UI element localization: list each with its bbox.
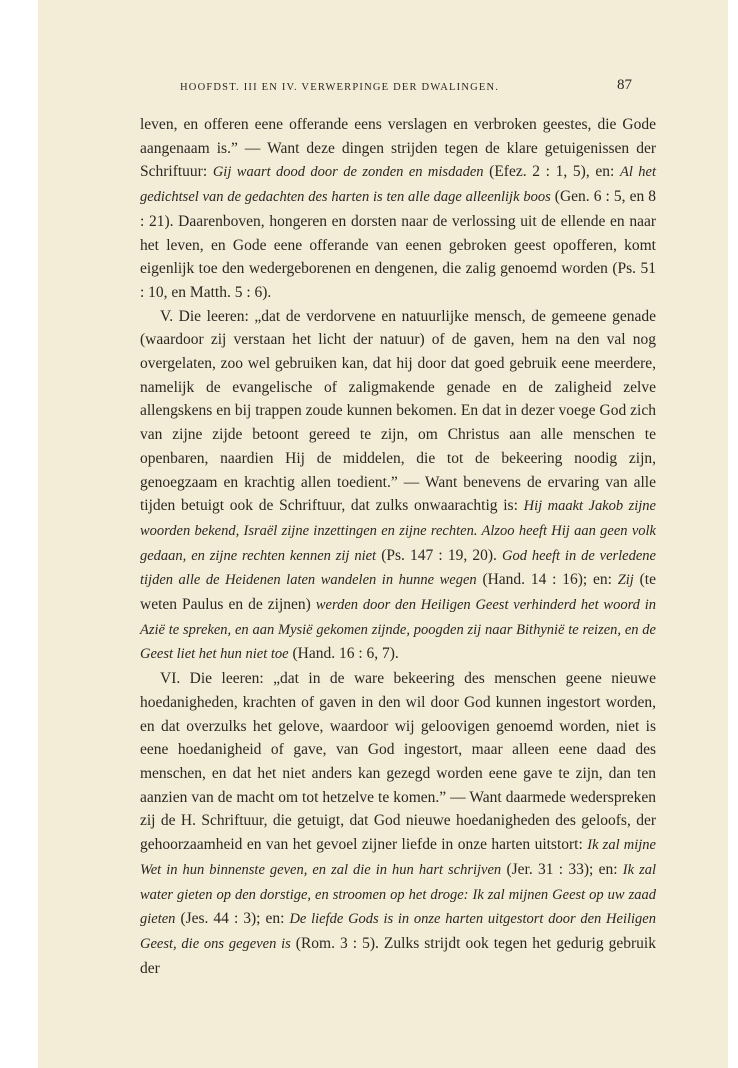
- text-run: (Jer. 31 : 33); en:: [501, 860, 623, 878]
- text-run: VI. Die leeren: „dat in de ware bekeering des menschen geene nieuwe hoedanigheden, krachten of gaven in den wil door God kunnen ingestort worden, en dat overzulks het gelove, waardoor wij geloovigen genoemd worden, niet is eene hoedanigheid of gave, van God ingestort, maar alleen eene daad des menschen, en dat het niet anders kan gezegd worden eene gave te zijn, dan ten aanzien van de macht om tot hetzelve te komen.” — Want daarmede wederspreken zij de H. Schriftuur, die getuigt, dat God nieuwe hoedanigheden des geloofs, der gehoorzaamheid en van het gevoel zijner liefde in onze harten uitstort:: [140, 670, 656, 854]
- paragraph-v: [140, 305, 656, 668]
- page-number: 87: [617, 77, 632, 93]
- scripture-quote: Gij waart dood door de zonden en misdaden: [212, 164, 484, 181]
- paragraph-vi: [140, 667, 656, 980]
- book-page: [38, 0, 728, 1068]
- text-run: (Ps. 147 : 19, 20).: [376, 546, 503, 564]
- scripture-quote: God heeft in de verledene tijden alle de Heidenen laten wandelen in hunne wegen: [140, 547, 656, 589]
- text-run: (Hand. 16 : 6, 7).: [288, 645, 399, 663]
- text-run: (Hand. 14 : 16); en:: [476, 571, 618, 589]
- text-run: leven, en offeren eene offerande eens verslagen en verbroken geestes, die Gode aangenaam is.” — Want deze dingen strijden tegen de klare getuigenissen der Schriftuur:: [140, 116, 656, 181]
- running-title: HOOFDST. III EN IV. VERWERPINGE DER DWALINGEN.: [180, 82, 500, 93]
- text-run: (Gen. 6 : 5, en 8 : 21). Daarenboven, hongeren en dorsten naar de verlossing uit de ellende en naar het leven, en Gode eene offerande van eenen gebroken geest opofferen, komt eigenlijk toe den wedergeborenen en dengenen, die zalig genoemd worden (Ps. 51 : 10, en Matth. 5 : 6).: [140, 188, 657, 301]
- scripture-quote: Ik zal water gieten op den dorstige, en stroomen op het droge: Ik zal mijnen Geest op uw zaad gieten: [140, 861, 657, 928]
- text-run: V. Die leeren: „dat de verdorvene en natuurlijke mensch, de gemeene genade (waardoor zij verstaan het licht der natuur) of de gaven, hem na den val nog overgelaten, zoo wel gebruiken kan, dat hij door dat goed gebruik eene meerdere, namelijk de evangelische of zaligmakende genade en de zaligheid zelve allengskens en bij trappen zoude kunnen bekomen. En dat in dezer voege God zich van zijne zijde betoont gereed te zijn, om Christus aan alle menschen te openbaren, naardien Hij de middelen, die tot de bekeering noodig zijn, genoegzaam en krachtig allen toedient.” — Want benevens de ervaring van alle tijden betuigt ook de Schriftuur, dat zulks onwaarachtig is:: [140, 307, 656, 515]
- paragraph-continuation: [140, 113, 656, 305]
- text-run: (Rom. 3 : 5). Zulks strijdt ook tegen het gedurig gebruik der: [140, 934, 656, 977]
- scripture-quote: De liefde Gods is in onze harten uitgestort door den Heiligen Geest, die ons gegeven is: [140, 911, 656, 952]
- page-header: [140, 77, 632, 99]
- text-run: (Jes. 44 : 3); en:: [175, 910, 290, 928]
- scripture-quote: Zij: [617, 572, 634, 589]
- scripture-quote: Hij maakt Jakob zijne woorden bekend, Israël zijne inzettingen en zijne rechten. Alzoo heeft Hij aan geen volk gedaan, en zijne rechten kennen zij niet: [140, 498, 656, 564]
- text-run: (Efez. 2 : 1, 5), en:: [483, 163, 620, 181]
- text-run: (te weten Paulus en de zijnen): [140, 571, 656, 614]
- body-text: [140, 113, 656, 980]
- scripture-quote: werden door den Heiligen Geest verhinderd het woord in Azië te spreken, en aan Mysië gekomen zijnde, poogden zij naar Bithynië te reizen, en de Geest liet het hun niet toe: [140, 597, 657, 663]
- scripture-quote: Ik zal mijne Wet in hun binnenste geven, en zal die in hun hart schrijven: [140, 837, 656, 878]
- scripture-quote: Al het gedichtsel van de gedachten des harten is ten alle dage alleenlijk boos: [140, 164, 656, 206]
